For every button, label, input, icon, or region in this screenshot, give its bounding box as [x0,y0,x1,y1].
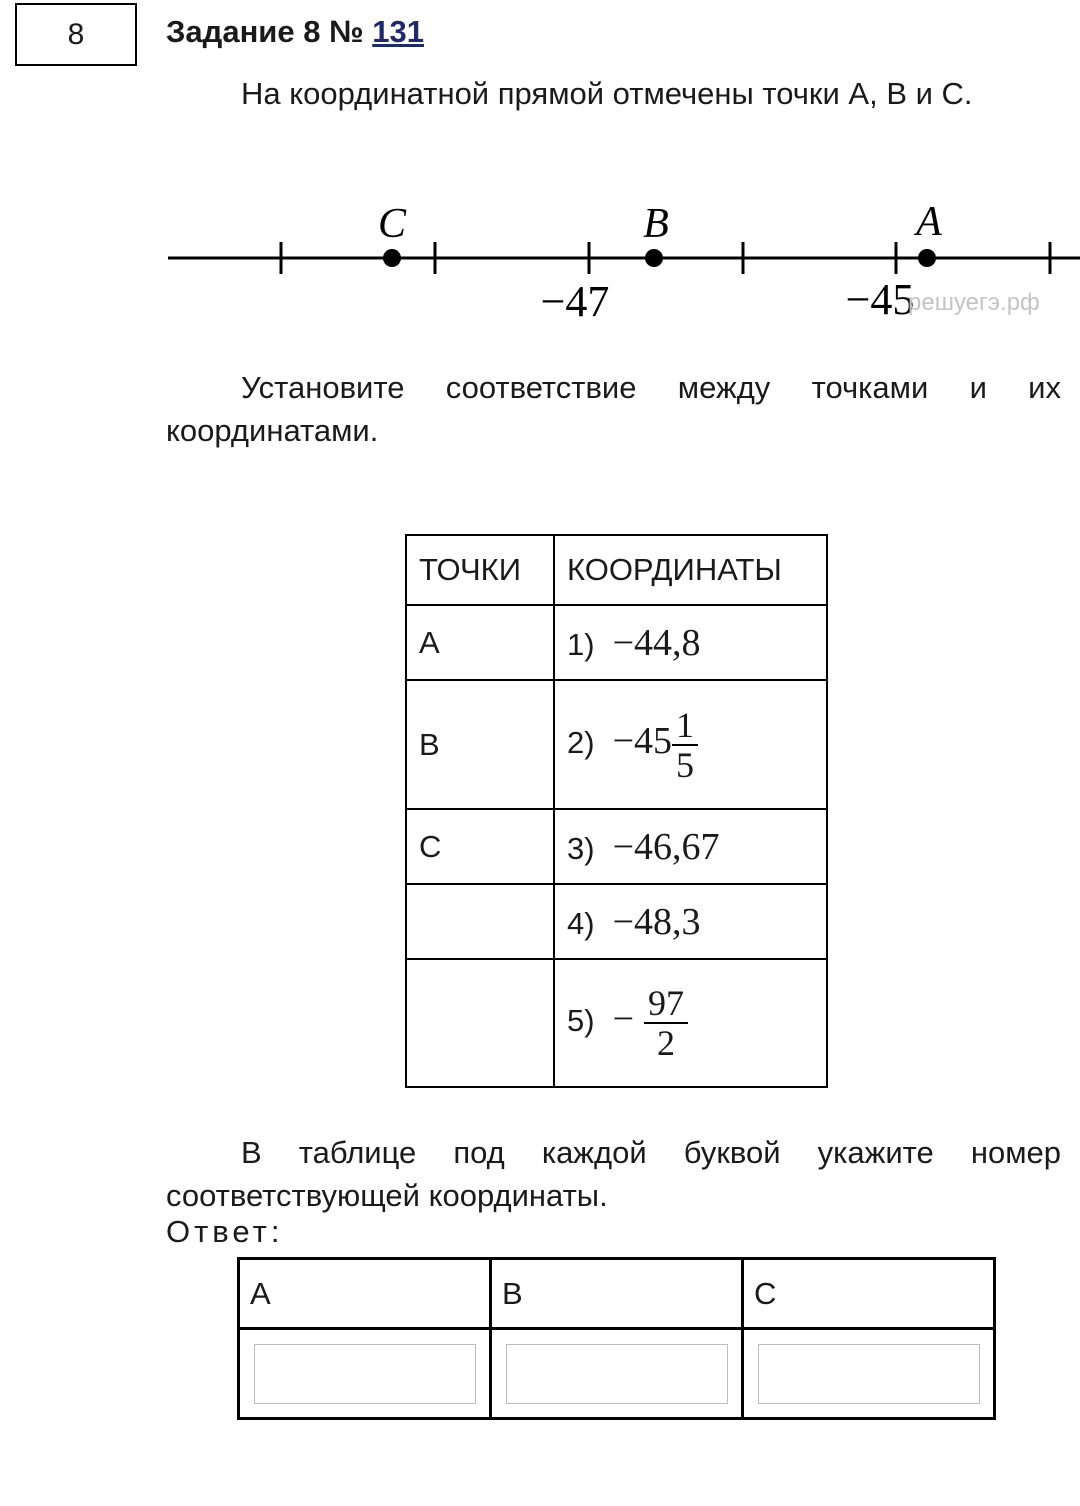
answer-input-row [239,1329,995,1419]
coordinate-number: 1) [567,626,595,662]
point-c-dot [383,249,401,267]
task-title-prefix: Задание 8 № [166,14,373,49]
table-row [406,809,827,884]
coordinate-cell [554,959,827,1087]
header-points: ТОЧКИ [406,535,554,605]
answer-input-a[interactable] [254,1344,476,1404]
answer-input-c[interactable] [758,1344,980,1404]
point-a-dot [918,249,936,267]
point-cell: C [406,809,554,884]
task-title [166,14,424,50]
answer-label: Ответ: [166,1214,284,1249]
answer-column-a: A [239,1259,491,1329]
coordinate-number: 5) [567,1003,595,1039]
task-number: 8 [67,17,85,51]
coordinate-number: 2) [567,724,595,760]
coordinate-whole: −45 [612,719,673,762]
fraction-numerator: 1 [672,706,698,746]
coordinate-value: −46,67 [612,825,720,868]
coordinate-sign: − [612,998,635,1041]
coordinate-cell [554,884,827,959]
task-number-box [15,3,137,66]
instruction-text: Установите соответствие между точками и их координатами. [166,370,1061,448]
fraction-denominator: 5 [676,744,695,785]
answer-table [237,1257,996,1420]
answer-column-b: B [491,1259,743,1329]
matching-table-header-row [406,535,827,605]
point-c-label: C [377,201,407,247]
table-instruction-paragraph [166,1131,1061,1217]
watermark: решуегэ.рф [908,289,1040,316]
fraction [672,706,698,784]
coordinate-number: 3) [567,830,595,866]
answer-cell [743,1329,995,1419]
answer-header-row [239,1259,995,1329]
coordinate-cell [554,605,827,680]
tick-label-minus-47: −47 [540,277,610,326]
coordinate-value: −48,3 [612,900,701,943]
answer-column-c: C [743,1259,995,1329]
table-row [406,959,827,1087]
intro-paragraph [166,72,1061,115]
point-a-label: A [916,199,942,245]
point-cell [406,959,554,1087]
answer-cell [491,1329,743,1419]
coordinate-cell [554,809,827,884]
table-row [406,680,827,809]
point-b-dot [645,249,663,267]
coordinate-cell [554,680,827,809]
table-instruction-text: В таблице под каждой буквой укажите номер соответствующей координаты. [166,1135,1061,1213]
table-row [406,605,827,680]
fraction [644,984,688,1062]
point-cell: A [406,605,554,680]
header-coordinates: КООРДИНАТЫ [554,535,827,605]
fraction-numerator: 97 [644,984,688,1024]
point-b-label: B [643,201,669,247]
intro-text: На координатной прямой отмечены точки A, B и C. [241,76,973,111]
answer-cell [239,1329,491,1419]
point-cell [406,884,554,959]
tick-label-minus-45: −45 [845,275,915,324]
table-row [406,884,827,959]
instruction-paragraph [166,366,1061,452]
answer-input-b[interactable] [506,1344,728,1404]
fraction-denominator: 2 [657,1023,676,1063]
coordinate-number: 4) [567,905,595,941]
task-link[interactable]: 131 [372,14,424,49]
matching-table [405,534,828,1088]
coordinate-value: −44,8 [612,621,701,664]
point-cell: B [406,680,554,809]
